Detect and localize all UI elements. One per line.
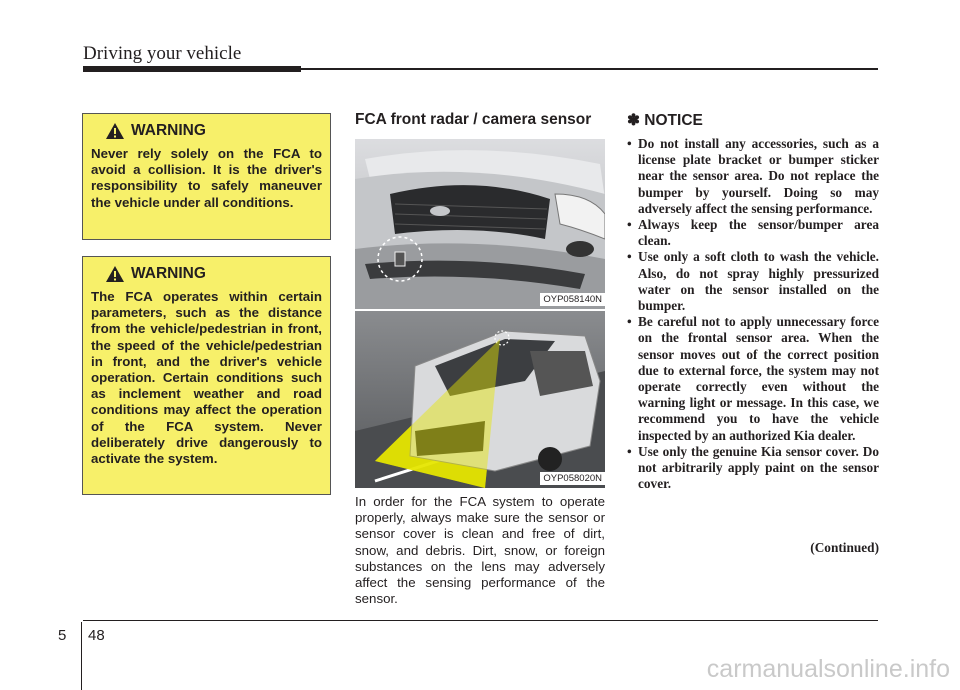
warning-triangle-icon <box>105 122 125 140</box>
warning-title: WARNING <box>131 265 206 282</box>
page-number: 48 <box>88 627 105 644</box>
warning-triangle-icon <box>105 265 125 283</box>
header-bar <box>83 66 301 72</box>
warning-header <box>105 265 322 283</box>
radar-coverage-photo <box>355 311 605 488</box>
notice-item: • Always keep the sensor/bumper area clean. <box>627 217 879 249</box>
warning-title: WARNING <box>131 122 206 139</box>
warning-text: Never rely solely on the FCA to avoid a collision. It is the driver's responsibility to safely maneuver the vehicle under all conditions. <box>91 146 322 210</box>
footer-divider <box>81 622 82 690</box>
notice-title: ✽ NOTICE <box>627 112 703 129</box>
warning-text: The FCA operates within certain parameters, such as the distance from the vehicle/pedestrian in front, the speed of the vehicle/pedestrian in front, and the driver's vehicle operation. Certain conditions such as inclement weather and road conditions may affect the operation of the FCA system. Never deliberately drive dangerously to activate the system. <box>91 289 322 467</box>
image-caption: OYP058140N <box>540 293 605 306</box>
warning-box-2 <box>82 256 331 495</box>
notice-item: • Be careful not to apply unnecessary force on the frontal sensor area. When the sensor moves out of the correct position due to external force, the system may not operate correctly even without the warning light or message. In this case, we recommend you to have the vehicle inspected by an authorized Kia dealer. <box>627 314 879 444</box>
section-number: 5 <box>58 627 67 644</box>
car-radar-illustration <box>355 311 605 488</box>
image-caption: OYP058020N <box>540 472 605 485</box>
section-heading: FCA front radar / camera sensor <box>355 111 592 128</box>
sensor-paragraph: In order for the FCA system to operate properly, always make sure the sensor or sensor cover is clean and free of dirt, snow, and debris. Dirt, snow, or foreign substances on the lens may adversely affect the sensing performance of the sensor. <box>355 494 605 607</box>
notice-item: • Use only a soft cloth to wash the vehicle. Also, do not spray highly pressurized water on the sensor installed on the bumper. <box>627 249 879 314</box>
warning-header <box>105 122 322 140</box>
notice-list <box>627 136 879 492</box>
notice-item: • Do not install any accessories, such as a license plate bracket or bumper sticker near the sensor area. Do not replace the bumper by yourself. Doing so may adversely affect the sensing performance. <box>627 136 879 217</box>
front-sensor-photo <box>355 139 605 309</box>
notice-item: • Use only the genuine Kia sensor cover. Do not arbitrarily apply paint on the sensor cover. <box>627 444 879 493</box>
car-front-illustration <box>355 139 605 309</box>
continued-label: (Continued) <box>810 540 879 555</box>
page-header-title: Driving your vehicle <box>83 43 242 64</box>
footer-rule <box>83 620 878 621</box>
warning-box-1 <box>82 113 331 240</box>
watermark: carmanualsonline.info <box>706 655 950 683</box>
